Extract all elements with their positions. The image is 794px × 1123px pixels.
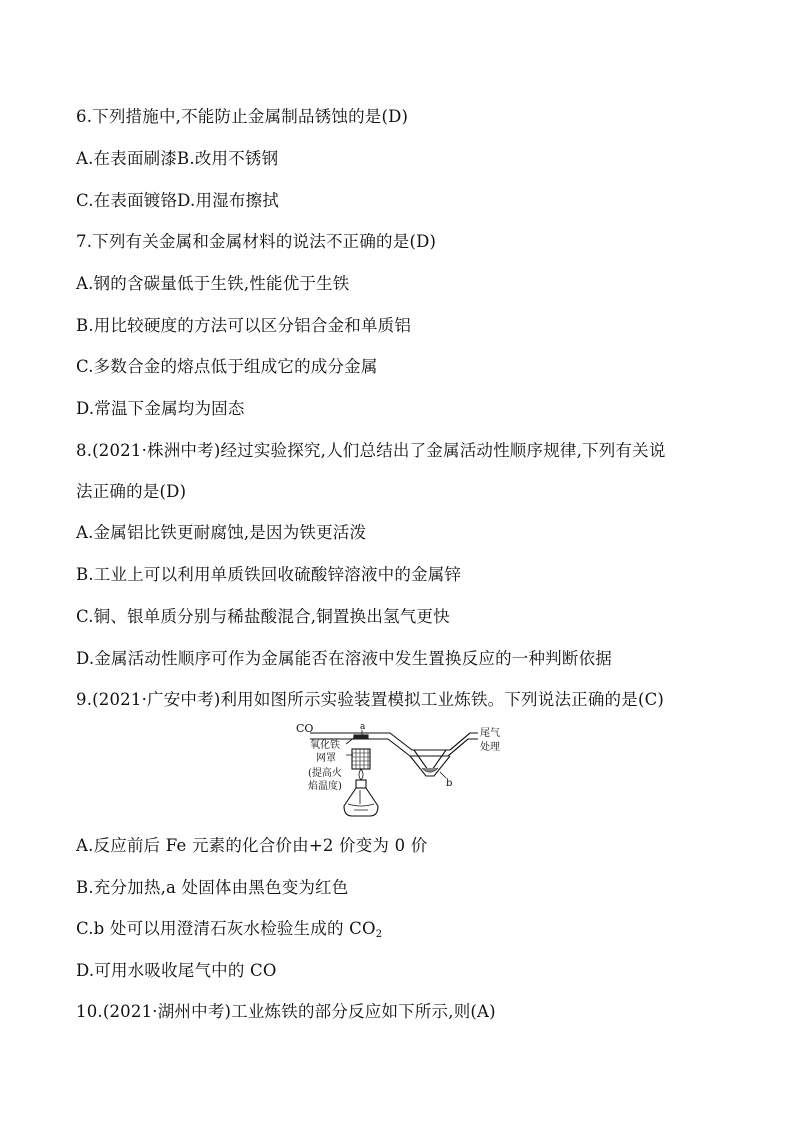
iron-oxide-label: 氧化铁 (310, 740, 340, 751)
flame (359, 769, 363, 780)
q9-option-c (76, 918, 382, 946)
q9-stem: 9.(2021·广安中考)利用如图所示实验装置模拟工业炼铁。下列说法正确的是(C) (76, 690, 665, 709)
iron-smelting-apparatus-figure (290, 720, 520, 838)
q9-option-a: A.反应前后 Fe 元素的化合价由+2 价变为 0 价 (76, 836, 428, 855)
alcohol-lamp-body (344, 788, 378, 816)
q9-option-c-subscript: 2 (375, 929, 383, 940)
q7-option-d: D.常温下金属均为固态 (76, 399, 245, 418)
tail-gas-label-1: 尾气 (480, 728, 500, 739)
tail-gas-label-2: 处理 (480, 742, 500, 753)
lamp-wick-holder (356, 780, 366, 788)
q8-stem-line1: 8.(2021·株洲中考)经过实验探究,人们总结出了金属活动性顺序规律,下列有关说 (76, 441, 666, 460)
q7-option-c: C.多数合金的熔点低于组成它的成分金属 (76, 357, 378, 376)
iron-oxide-sample (354, 735, 368, 739)
raise-flame-label-1: (提高火 (308, 768, 342, 779)
q7-option-a: A.钢的含碳量低于生铁,性能优于生铁 (76, 274, 350, 293)
lime-water-liquid (422, 768, 438, 772)
v-tube-bottom (410, 756, 450, 776)
q8-option-d: D.金属活动性顺序可作为金属能否在溶液中发生置换反应的一种判断依据 (76, 649, 612, 668)
q8-option-b: B.工业上可以利用单质铁回收硫酸锌溶液中的金属锌 (76, 565, 462, 584)
q7-stem: 7.下列有关金属和金属材料的说法不正确的是(D) (76, 232, 437, 251)
v-tube-right (448, 733, 470, 756)
co-label: CO (296, 722, 314, 735)
q9-option-c-text: C.b 处可以用澄清石灰水检验生成的 CO (76, 919, 376, 938)
iron-oxide-pointer (346, 737, 355, 744)
q8-stem-line2: 法正确的是(D) (76, 482, 187, 501)
q9-option-d: D.可用水吸收尾气中的 CO (76, 961, 277, 980)
q9-option-b: B.充分加热,a 处固体由黑色变为红色 (76, 878, 349, 897)
gauze-shield (352, 749, 370, 769)
q6-stem: 6.下列措施中,不能防止金属制品锈蚀的是(D) (76, 107, 409, 126)
gauze-label: 网罩 (316, 753, 336, 764)
a-label: a (360, 722, 366, 732)
q8-option-c: C.铜、银单质分别与稀盐酸混合,铜置换出氢气更快 (76, 607, 450, 626)
lamp-liquid-line (348, 804, 374, 806)
q8-option-a: A.金属铝比铁更耐腐蚀,是因为铁更活泼 (76, 523, 367, 542)
q6-options-cd: C.在表面镀铬D.用湿布擦拭 (76, 191, 279, 210)
raise-flame-label-2: 焰温度) (308, 781, 342, 792)
q10-stem: 10.(2021·湖州中考)工业炼铁的部分反应如下所示,则(A) (76, 1002, 496, 1021)
q7-option-b: B.用比较硬度的方法可以区分铝合金和单质铝 (76, 316, 412, 335)
b-label: b (446, 778, 453, 789)
q6-options-ab: A.在表面刷漆B.改用不锈钢 (76, 149, 279, 168)
